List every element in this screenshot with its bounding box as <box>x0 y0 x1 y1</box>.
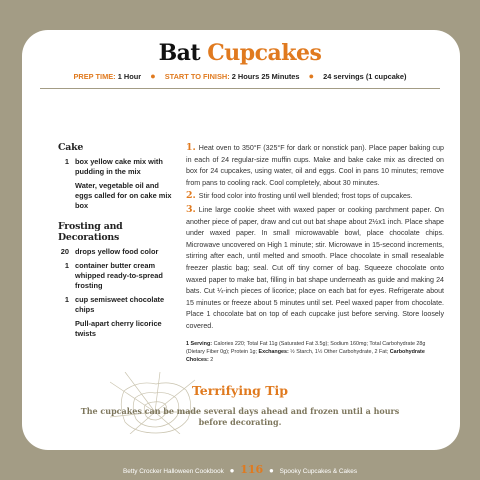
ingredient-text: drops yellow food color <box>75 247 159 256</box>
ingredient-qty: 1 <box>64 261 69 270</box>
ingredient-qty: 20 <box>60 247 69 256</box>
bullet-icon: ● <box>229 466 235 475</box>
recipe-meta <box>0 71 480 81</box>
step-number: 2. <box>186 190 196 202</box>
bullet-icon: ● <box>308 71 315 81</box>
step-1 <box>186 142 444 189</box>
prep-time-label: PREP TIME: <box>73 72 116 81</box>
ingredient-qty: 1 <box>64 157 69 166</box>
ingredient-text: container butter cream whipped ready-to-spread frosting <box>75 261 163 290</box>
ingredient-item <box>58 295 178 315</box>
ingredients <box>58 142 178 343</box>
ingredient-text: box yellow cake mix with pudding in the mix <box>75 157 163 176</box>
finish-time-label: START TO FINISH: <box>164 72 230 81</box>
carb-choices-label: Carbohydrate Choices: <box>186 348 425 363</box>
bullet-icon: ● <box>268 466 274 475</box>
section-heading: Cake <box>58 142 84 153</box>
ingredient-text: Water, vegetable oil and eggs called for on cake mix box <box>75 181 172 210</box>
directions <box>186 142 444 364</box>
ingredient-item <box>58 157 178 177</box>
servings: 24 servings (1 cupcake) <box>323 72 407 81</box>
bullet-icon: ● <box>150 71 156 81</box>
page-number: 116 <box>240 463 264 476</box>
tip-text: The cupcakes can be made several days ahead and frozen until a hours before decorating. <box>80 406 400 427</box>
tip-heading: Terrifying Tip <box>191 383 289 398</box>
title-word-2: Cupcakes <box>207 40 322 66</box>
carb-choices-value: 2 <box>210 356 214 363</box>
step-number: 1. <box>186 142 196 153</box>
prep-time-value: 1 Hour <box>117 72 142 81</box>
step-3 <box>186 204 444 333</box>
book-title: Betty Crocker Halloween Cookbook <box>122 468 224 475</box>
recipe-title <box>0 40 480 66</box>
nutrition-label: 1 Serving: <box>186 340 213 347</box>
section-heading: Frosting and Decorations <box>58 221 123 243</box>
exchanges-text: ½ Starch, 1½ Other Carbohydrate, 2 Fat <box>290 348 387 355</box>
nutrition-text: Calories 220; Total Fat 11g (Saturated Fat 3.5g); Sodium 160mg; Total Carbohydrate 28g (Dietary Fiber 0g); Protein 1g <box>186 340 426 355</box>
page-footer <box>0 463 480 476</box>
ingredient-item <box>58 319 178 339</box>
finish-time-value: 2 Hours 25 Minutes <box>231 72 300 81</box>
ingredient-qty <box>58 319 75 339</box>
ingredient-item <box>58 181 178 211</box>
divider <box>40 88 440 89</box>
ingredient-text: Pull-apart cherry licorice twists <box>75 319 162 338</box>
title-word-1: Bat <box>158 40 201 66</box>
nutrition-info: 1 Serving: Calories 220; Total Fat 11g (Saturated Fat 3.5g); Sodium 160mg; Total Carbohydrate 28g (Dietary Fiber 0g); Protein 1g; Exchanges: ½ Starch, 1½ Other Carbohydrate, 2 Fat; Carbohydrate Choices: 2 <box>186 340 426 363</box>
ingredient-item <box>58 247 178 257</box>
ingredient-text: cup semisweet chocolate chips <box>75 295 165 314</box>
ingredient-item <box>58 261 178 291</box>
ingredient-qty: 1 <box>64 295 69 304</box>
step-text: Line large cookie sheet with waxed paper or cooking parchment paper. On another piece of paper, draw and cut out bat shape about 2½x1 inch. Place shape under waxed paper. In small microwavable bowl, place chocolate chips. Microwave uncovered on High 1 minute; stir. Microwave in 15-second increments, stirring after each, until melted and smooth. Place chocolate in small resealable freezer plastic bag; seal. Cut off tiny corner of bag. Squeeze chocolate onto waxed paper to make bat, filling in bat shape underneath as guide and making 24 bats. Cut ¼-inch pieces of licorice; place on each bat for eyes. Refrigerate about 15 minutes or freeze about 5 minutes until set. Peel waxed paper from chocolate. Place 1 chocolate bat on top of each cupcake just before serving. Store loosely covered. <box>186 205 444 330</box>
exchanges-label: Exchanges: <box>258 348 289 355</box>
chapter-title: Spooky Cupcakes & Cakes <box>279 468 358 475</box>
step-number: 3. <box>186 203 196 215</box>
step-text: Heat oven to 350°F (325°F for dark or nonstick pan). Place paper baking cup in each of 24 regular-size muffin cups. Make and bake cake mix as directed on box for 24 cupcakes, using water, oil and eggs. Cool in pans 10 minutes; remove from pans to cooling rack. Cool completely, about 30 minutes. <box>186 144 444 187</box>
step-text: Stir food color into frosting until well blended; frost tops of cupcakes. <box>198 192 413 201</box>
ingredient-qty <box>58 181 75 211</box>
step-2 <box>186 190 444 203</box>
